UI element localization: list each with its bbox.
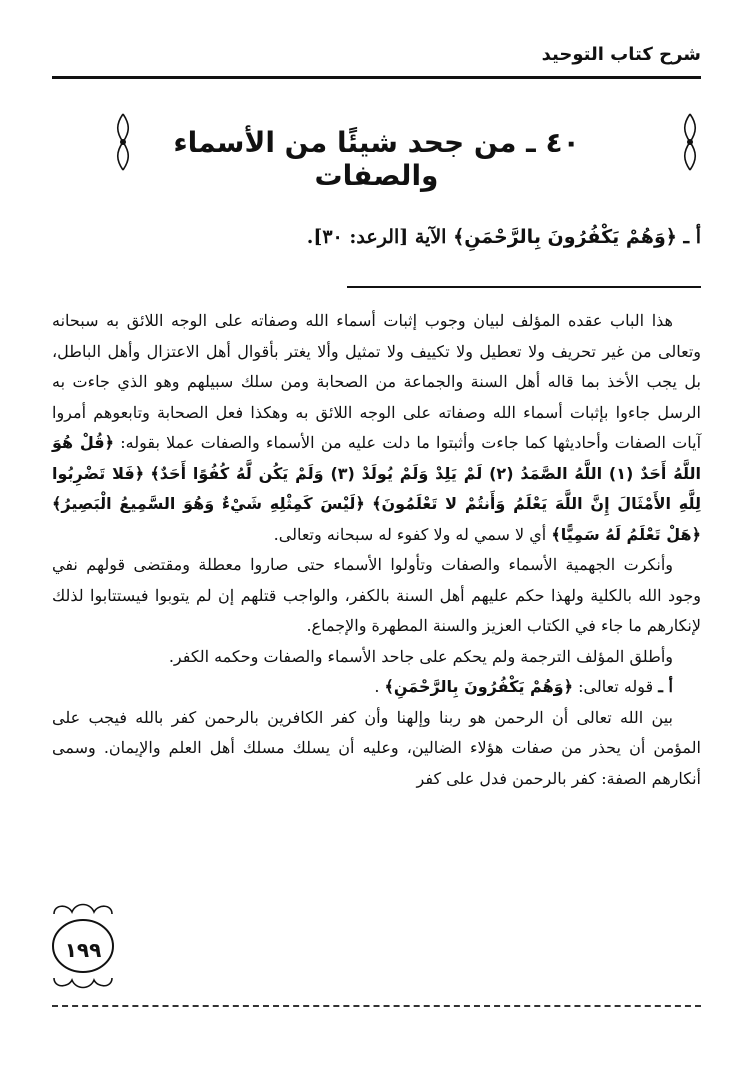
quran-quote: ﴿قُلْ هُوَ اللَّهُ أَحَدٌ (١) اللَّهُ الصَّمَدُ (٢) لَمْ يَلِدْ وَلَمْ يُولَدْ (٣) وَلَمْ يَكُن لَّهُ كُفُوًا أَحَدٌ﴾ xyxy=(52,433,701,483)
topic-rule xyxy=(347,286,701,288)
paragraph: وأطلق المؤلف الترجمة ولم يحكم على جاحد الأسماء والصفات وحكمه الكفر. xyxy=(168,646,673,666)
quran-quote: ﴿فَلا تَضْرِبُوا لِلَّهِ الأَمْثَالَ إِنَّ اللَّهَ يَعْلَمُ وَأَنتُمْ لا تَعْلَمُونَ﴾ xyxy=(52,463,701,513)
running-header: شرح كتاب التوحيد xyxy=(541,44,701,65)
paragraph xyxy=(52,306,701,550)
sub-section-intro: قوله تعالى: xyxy=(578,677,654,696)
footer-rule xyxy=(52,1005,701,1007)
chapter-title: ٤٠ ـ من جحد شيئًا من الأسماء والصفات xyxy=(173,126,580,192)
sub-section-letter: أ ـ xyxy=(658,677,673,696)
sub-section-verse: ﴿وَهُمْ يَكْفُرُونَ بِالرَّحْمَنِ﴾ xyxy=(384,677,573,696)
sub-section-text: بين الله تعالى أن الرحمن هو ربنا وإلهنا وأن كفر الكافرين بالرحمن كفر بالله فيجب على المؤمن أن يحذر من صفات هؤلاء الضالين، وعليه أن يسلك مسلك أهل العلم والإيمان. وسمى أنكارهم الصفة: كفر بالرحمن فدل على كفر xyxy=(52,707,701,788)
paragraph-text: أي لا سمي له ولا كفوء له سبحانه وتعالى. xyxy=(273,524,547,544)
topic-reference: الآية [الرعد: ٣٠]. xyxy=(306,226,447,248)
paragraph-text: هذا الباب عقده المؤلف لبيان وجوب إثبات أسماء الله وصفاته على الوجه اللائق به سبحانه وتعالى من غير تحريف ولا تعطيل ولا تكييف ولا تمثيل وألا يغتر بأقوال أهل الاعتزال وأهل الباطل، بل يجب الأخذ بما قاله أهل السنة والجماعة من الصحابة ومن سلك سبيلهم وهو الذي جاءت به الرسل جاءوا بإثبات أسماء الله وصفاته على الوجه اللائق به وهكذا فعل الصحابة وتابعوهم أمروا آيات الصفات وأحاديثها كما جاءت وأثبتوا ما دلت عليه من الأسماء والصفات عملا بقوله: xyxy=(52,311,702,452)
left-ornament-icon xyxy=(112,112,134,172)
sub-section-heading xyxy=(52,672,701,703)
quran-quote: ﴿هَلْ تَعْلَمُ لَهُ سَمِيًّا﴾ xyxy=(551,524,701,544)
paragraph: وأنكرت الجهمية الأسماء والصفات وتأولوا الأسماء حتى صاروا معطلة ومقتضى قولهم نفي وجود الله بالكلية ولهذا حكم عليهم أهل السنة بالكفر، والواجب قتلهم إن لم يتوبوا فيستتابوا لذلك لإنكارهم ما جاء في الكتاب العزيز والسنة المطهرة والإجماع. xyxy=(52,555,701,635)
right-ornament-icon xyxy=(679,112,701,172)
header-rule xyxy=(52,76,701,79)
page-number: ١٩٩ xyxy=(64,938,102,962)
body-text xyxy=(52,306,701,794)
sub-section-end: . xyxy=(374,677,380,696)
quran-quote: ﴿لَيْسَ كَمِثْلِهِ شَيْءٌ وَهُوَ السَّمِيعُ الْبَصِيرُ﴾ xyxy=(52,494,365,513)
topic-verse: ﴿وَهُمْ يَكْفُرُونَ بِالرَّحْمَنِ﴾ xyxy=(453,226,677,248)
topic-line xyxy=(52,226,701,248)
topic-letter: أ ـ xyxy=(683,226,701,248)
